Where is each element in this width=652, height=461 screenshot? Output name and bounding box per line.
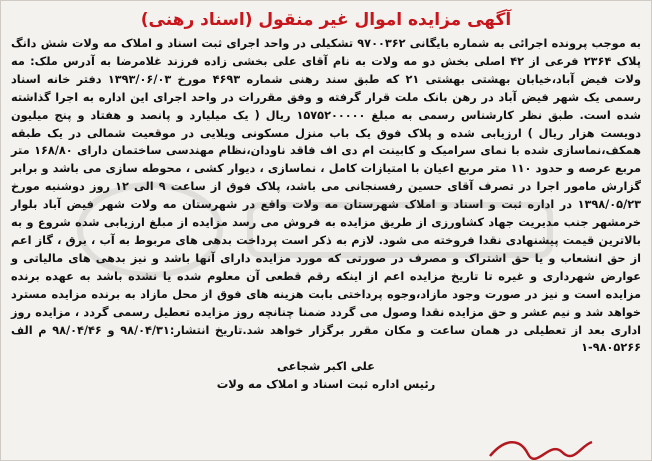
notice-title: آگهی مزایده اموال غیر منقول (اسناد رهنی): [140, 10, 512, 30]
signer-title: رئیس اداره ثبت اسناد و املاک مه ولات: [216, 377, 436, 392]
signer-name: علی اکبر شجاعی: [276, 359, 376, 374]
handwritten-mark: [480, 436, 600, 460]
notice-body: به موجب پرونده اجرائی به شماره بایگانی ۹۷۰۰۳۶۲ تشکیلی در واحد اجرای ثبت اسناد و املاک مه ولات شش دانگ پلاک ۲۳۶۴ فرعی از ۴۲ اصلی بخش دو مه ولات به نام آقای علی بخشی زاده فرزند غلامرضا به آدرس ملک: مه ولات فیض آباد،خیابان بهشتی بهشتی ۲۱ که طبق سند رهنی شماره ۴۶۹۳ مورخ ۱۳۹۳/۰۶/۰۳ دفتر خانه اسناد رسمی یک شهر فیض آباد در رهن بانک ملت قرار گرفته و وفق مقررات در واحد اجرای این اداره به اجرا گذاشته شده است. طبق نظر کارشناس رسمی به مبلغ ۱۵۷۵۲۰۰۰۰۰ ریال ( یک میلیارد و پانصد و هفتاد و پنج میلیون دویست هزار ریال ) ارزیابی شده و پلاک فوق یک باب منزل مسکونی ویلایی در موقعیت شمالی در یک طبقه همکف،نماسازی شده با نمای سرامیک و کابینت ام دی اف فاقد ناودان،نظام مهندسی ساختمان دارای ۱۶۸/۸۰ متر مربع عرصه و حدود ۱۱۰ متر مربع اعیان با امتیازات کامل ، نماسازی ، دیوار کشی ، محوطه سازی می باشد و برابر گزارش مامور اجرا در تصرف آقای حسین رفسنجانی می باشد، پلاک فوق از ساعت ۹ الی ۱۲ روز دوشنبه مورخ ۱۳۹۸/۰۵/۲۳ در اداره ثبت و اسناد و املاک شهرستان مه ولات واقع در شهرستان مه ولات شهر فیض آباد بلوار خرمشهر جنب مدیریت جهاد کشاورزی از طریق مزایده به فروش می رسد مزایده از مبلغ ارزیابی شده شروع و به بالاترین قیمت پیشنهادی نقدا فروخته می شود. لازم به ذکر است پرداخت بدهی های مربوط به آب ، برق ، گاز اعم از حق انشعاب و یا حق اشتراک و مصرف در صورتی که مورد مزایده دارای آنها باشد و نیز بدهی های مالیاتی و عوارض شهرداری و غیره تا تاریخ مزایده اعم از اینکه رقم قطعی آن معلوم شده یا نشده باشد به عهده برنده مزایده است و نیز در صورت وجود مازاد،وجوه پرداختی بابت هزینه های فوق از محل مازاد به برنده مزایده مسترد خواهد شد و نیم عشر و حق مزایده نقدا وصول می گردد ضمنا چنانچه روز مزایده تعطیل رسمی گردد ، مزایده روز اداری بعد از تعطیلی در همان ساعت و مکان مقرر برگزار خواهد شد.تاریخ انتشار:۹۸/۰۴/۳۱ و ۹۸/۰۴/۴۶ م الف ۹۸۰۵۲۶۶-۱: [11, 37, 642, 355]
